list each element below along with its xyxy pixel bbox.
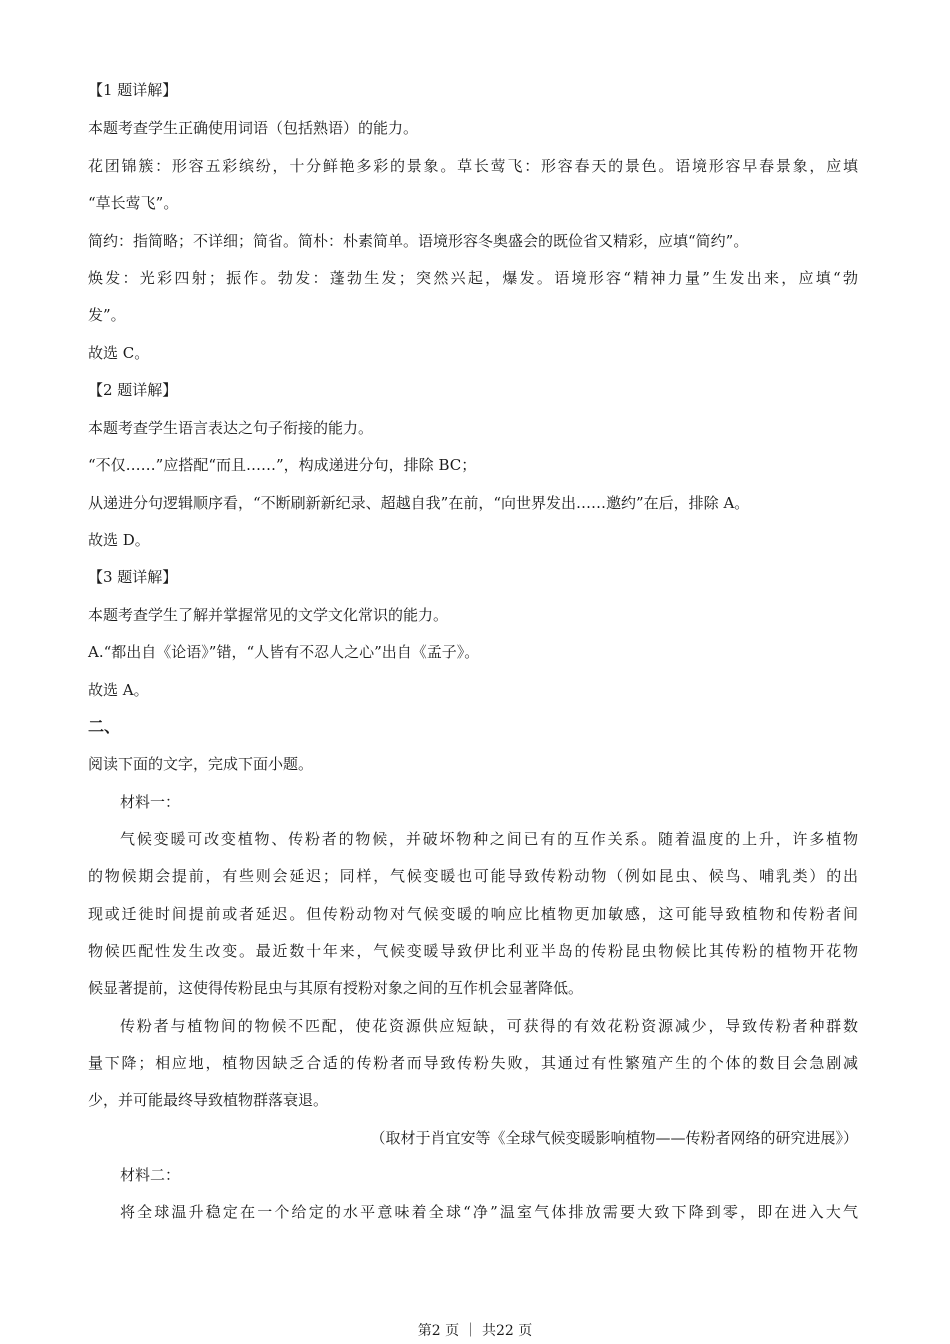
q2-intro: 本题考查学生语言表达之句子衔接的能力。 [88, 419, 374, 437]
material1-para1-line3: 现或迁徙时间提前或者延迟。但传粉动物对气候变暖的响应比植物更加敏感，这可能导致植物和传粉者间 [88, 905, 858, 923]
q2-header: 【2 题详解】 [88, 381, 178, 399]
material1-para1-line1: 气候变暖可改变植物、传粉者的物候，并破坏物种之间已有的互作关系。随着温度的上升，许多植物 [120, 830, 858, 848]
section-title: 二、 [88, 717, 121, 736]
q1-para1-line2: “草长莺飞”。 [88, 194, 179, 212]
material1-source: （取材于肖宜安等《全球气候变暖影响植物——传粉者网络的研究进展》） [370, 1129, 858, 1147]
material2-label: 材料二： [120, 1166, 181, 1184]
material2-para1-line1: 将全球温升稳定在一个给定的水平意味着全球“净”温室气体排放需要大致下降到零，即在进入大气 [120, 1203, 858, 1221]
material1-label: 材料一： [120, 793, 181, 811]
q3-header: 【3 题详解】 [88, 568, 178, 586]
material1-para1-line5: 候显著提前，这使得传粉昆虫与其原有授粉对象之间的互作机会显著降低。 [88, 979, 584, 997]
q1-para3-line2: 发”。 [88, 306, 126, 324]
q1-answer: 故选 C。 [88, 344, 150, 362]
material1-para2-line2: 量下降；相应地，植物因缺乏合适的传粉者而导致传粉失败，其通过有性繁殖产生的个体的数目会急剧减 [88, 1054, 858, 1072]
material1-para1-line2: 的物候期会提前，有些则会延迟；同样，气候变暖也可能导致传粉动物（例如昆虫、候鸟、哺乳类）的出 [88, 867, 858, 885]
material1-para2-line1: 传粉者与植物间的物候不匹配，使花资源供应短缺，可获得的有效花粉资源减少，导致传粉者种群数 [120, 1017, 858, 1035]
material1-para1-line4: 物候匹配性发生改变。最近数十年来，气候变暖导致伊比利亚半岛的传粉昆虫物候比其传粉的植物开花物 [88, 942, 858, 960]
q2-answer: 故选 D。 [88, 531, 150, 549]
q1-intro: 本题考查学生正确使用词语（包括熟语）的能力。 [88, 119, 419, 137]
page-footer: 第2 页 ｜ 共22 页 [417, 1323, 533, 1339]
q3-para1: A.“都出自《论语》”错，“人皆有不忍人之心”出自《孟子》。 [88, 643, 480, 661]
q2-para2: 从递进分句逻辑顺序看，“不断刷新新纪录、超越自我”在前，“向世界发出……邀约”在后，排除 A。 [88, 494, 750, 512]
reading-instruction: 阅读下面的文字，完成下面小题。 [88, 755, 314, 773]
q2-para1: “不仅……”应搭配“而且……”，构成递进分句，排除 BC； [88, 456, 477, 474]
q1-para3-line1: 焕发：光彩四射；振作。勃发：蓬勃生发；突然兴起，爆发。语境形容“精神力量”生发出来，应填“勃 [88, 269, 858, 287]
q1-para2: 简约：指简略；不详细；简省。简朴：朴素简单。语境形容冬奥盛会的既俭省又精彩，应填“简约”。 [88, 232, 749, 250]
q1-header: 【1 题详解】 [88, 81, 178, 99]
material1-para2-line3: 少，并可能最终导致植物群落衰退。 [88, 1091, 329, 1109]
q3-intro: 本题考查学生了解并掌握常见的文学文化常识的能力。 [88, 606, 449, 624]
q3-answer: 故选 A。 [88, 681, 149, 699]
q1-para1-line1: 花团锦簇：形容五彩缤纷，十分鲜艳多彩的景象。草长莺飞：形容春天的景色。语境形容早春景象，应填 [88, 157, 858, 175]
